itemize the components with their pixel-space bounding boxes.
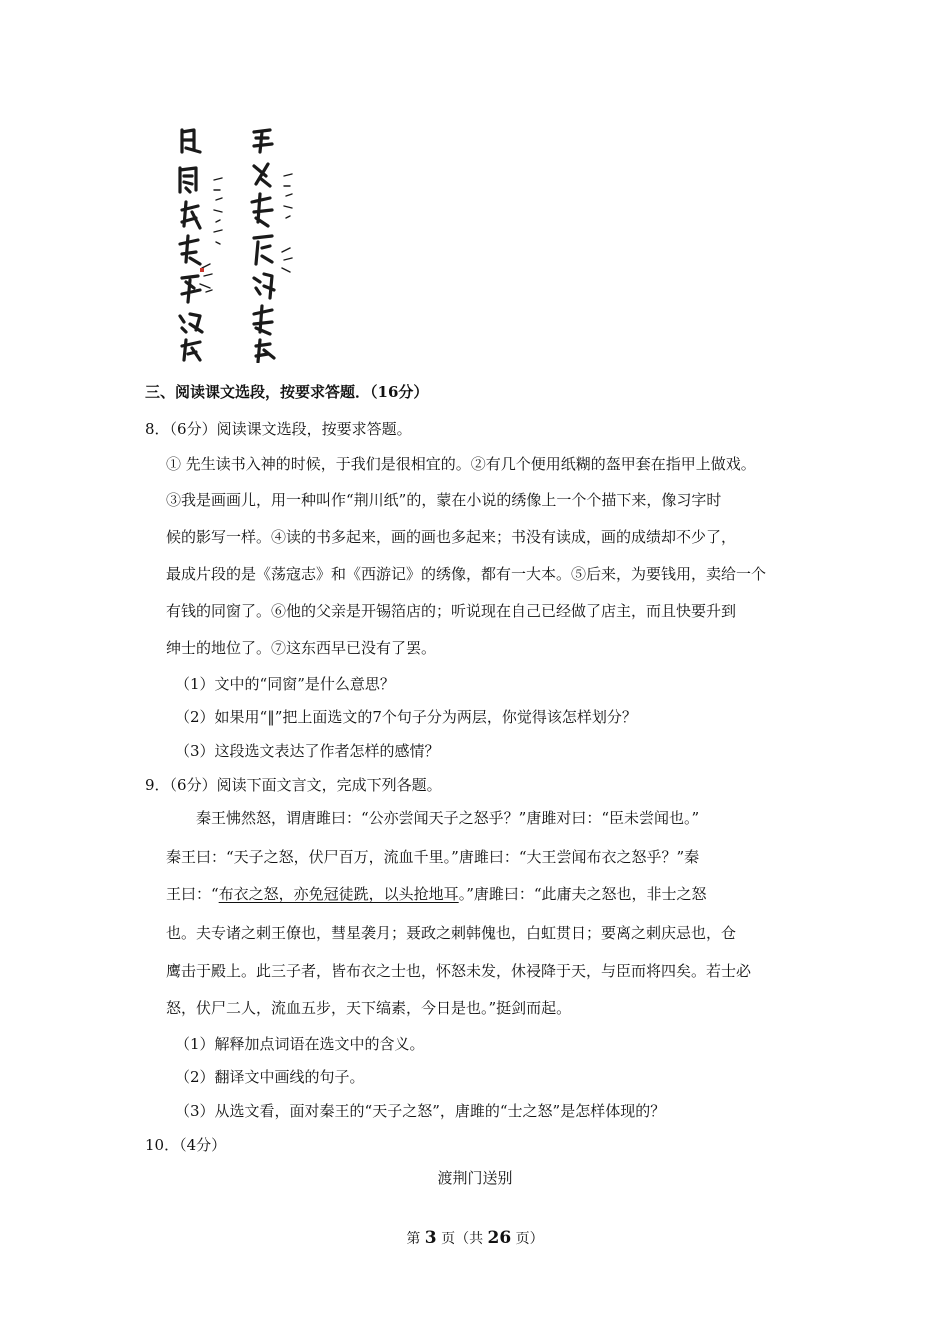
- q8-passage-line: 绅士的地位了。⑦这东西早已没有了罢。: [166, 639, 437, 657]
- q8-subquestion-2: （2）如果用“‖”把上面选文的7个句子分为两层，你觉得该怎样划分？: [175, 708, 637, 726]
- q9-passage-line: 王曰：“布衣之怒，亦免冠徒跣，以头抢地耳。”唐雎曰：“此庸夫之怒也，非士之怒: [166, 885, 707, 903]
- q8-passage-line: ① 先生读书入神的时候，于我们是很相宜的。②有几个便用纸糊的盔甲套在指甲上做戏。: [166, 455, 756, 473]
- poem-title: 渡荆门送别: [437, 1169, 513, 1187]
- q8-passage-line: 有钱的同窗了。⑥他的父亲是开锡箔店的；听说现在自己已经做了店主，而且快要升到: [166, 602, 737, 620]
- q8-subquestion-3: （3）这段选文表达了作者怎样的感情？: [175, 742, 440, 760]
- q9-passage-line: 鹰击于殿上。此三子者，皆布衣之士也，怀怒未发，休祲降于天，与臣而将四矣。若士必: [166, 962, 752, 980]
- q9-passage-line: 秦王曰：“天子之怒，伏尸百万，流血千里。”唐雎曰：“大王尝闻布衣之怒乎？”秦: [166, 848, 700, 866]
- page-number: 3: [424, 1228, 437, 1248]
- q9-passage-line: 秦王怫然怒，谓唐雎曰：“公亦尝闻天子之怒乎？”唐雎对曰：“臣未尝闻也。”: [196, 809, 700, 827]
- q9-passage-line: 怒，伏尸二人，流血五步，天下缟素，今日是也。”挺剑而起。: [166, 999, 572, 1017]
- q9-subquestion-3: （3）从选文看，面对秦王的“天子之怒”，唐雎的“士之怒”是怎样体现的？: [175, 1102, 666, 1120]
- q9-subquestion-1: （1）解释加点词语在选文中的含义。: [175, 1035, 425, 1053]
- page-footer: 第 3 页（共 26 页）: [406, 1228, 544, 1248]
- question-8-heading: 8．（6分）阅读课文选段，按要求答题。: [145, 420, 412, 438]
- underlined-sentence: 布衣之怒，亦免冠徒跣，以头抢地耳: [218, 885, 459, 903]
- q8-subquestion-1: （1）文中的“同窗”是什么意思？: [175, 675, 395, 693]
- question-10-heading: 10．（4分）: [145, 1136, 227, 1154]
- q9-subquestion-2: （2）翻译文中画线的句子。: [175, 1068, 365, 1086]
- calligraphy-image: [170, 118, 320, 363]
- q8-passage-line: 最成片段的是《荡寇志》和《西游记》的绣像，都有一大本。⑤后来，为要钱用，卖给一个: [166, 565, 767, 583]
- q8-passage-line: ③我是画画儿，用一种叫作“荆川纸”的，蒙在小说的绣像上一个个描下来，像习字时: [166, 491, 722, 509]
- q9-passage-line: 也。夫专诸之刺王僚也，彗星袭月；聂政之刺韩傀也，白虹贯日；要离之刺庆忌也，仓: [166, 924, 737, 942]
- q8-passage-line: 候的影写一样。④读的书多起来，画的画也多起来；书没有读成，画的成绩却不少了，: [166, 528, 737, 546]
- page-total: 26: [487, 1228, 512, 1248]
- question-9-heading: 9．（6分）阅读下面文言文，完成下列各题。: [145, 776, 442, 794]
- section-title: 三、阅读课文选段，按要求答题．（16分）: [145, 383, 429, 401]
